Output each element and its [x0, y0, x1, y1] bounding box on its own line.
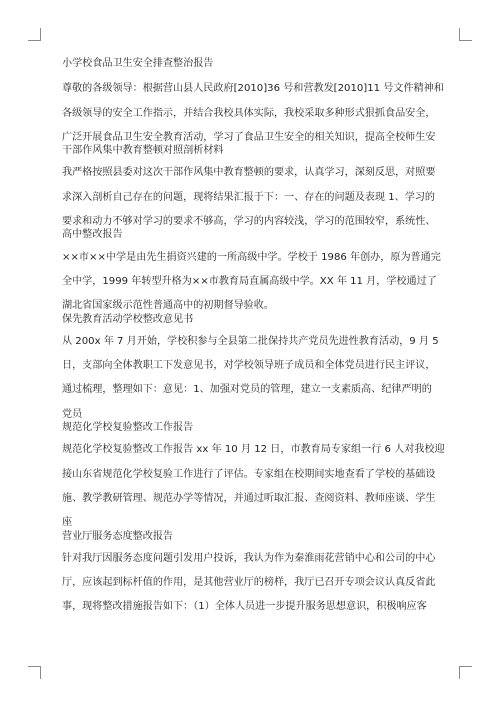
- section-title: 干部作风集中教育整顿对照剖析材料: [62, 145, 224, 157]
- paragraph-line: 要求和动力不够对学习的要求不够高，学习的内容较浅，学习的范围较窄，系统性、: [62, 216, 436, 228]
- paragraph-line: 湖北省国家级示范性普通高中的初期督导验收。: [62, 300, 274, 312]
- section-title: 营业厅服务态度整改报告: [62, 530, 174, 542]
- paragraph-line: 党员: [62, 408, 83, 420]
- crop-mark-bottom-right: [459, 666, 472, 679]
- paragraph-line: 施、教学教研管理、规范办学等情况，并通过听取汇报、查阅资料、教师座谈、学生: [62, 492, 436, 504]
- section-paragraph: [62, 83, 442, 143]
- section-3: [62, 229, 442, 311]
- section-title: 规范化学校复验整改工作报告: [62, 422, 194, 434]
- document-content: [62, 58, 445, 613]
- section-title: 高中整改报告: [62, 229, 123, 241]
- paragraph-line: 通过梳理，整理如下：意见：1、加强对党员的管理，建立一支素质高、纪律严明的: [62, 384, 432, 396]
- paragraph-line: 接山东省规范化学校复验工作进行了评估。专家组在校期间实地查看了学校的基础设: [62, 468, 436, 480]
- paragraph-line: 从 200x 年 7 月开始，学校积参与全县第二批保持共产党员先进性教育活动，9 月 5: [62, 335, 439, 347]
- section-1: [62, 58, 442, 143]
- paragraph-line: 求深入剖析自己存在的问题，现将结果汇报于下：一、存在的问题及表现 1、学习的: [62, 191, 436, 203]
- section-paragraph: [62, 444, 445, 529]
- crop-mark-bottom-left: [28, 666, 41, 679]
- paragraph-line: 我严格按照县委对这次干部作风集中教育整顿的要求，认真学习，深刻反思，对照要: [62, 167, 436, 179]
- paragraph-line: 事，现将整改措施报告如下：（1）全体人员进一步提升服务思想意识，积极响应客: [62, 601, 427, 613]
- section-paragraph: [62, 336, 442, 420]
- section-6: [62, 531, 442, 613]
- paragraph-line: 广泛开展食品卫生安全教育活动，学习了食品卫生安全的相关知识，提高全校师生安: [62, 131, 436, 143]
- paragraph-line: 规范化学校复验整改工作报告 xx 年 10 月 12 日，市教育局专家组一行 6 人对我校迎: [62, 444, 445, 456]
- paragraph-line: 日，支部向全体教职工下发意见书，对学校领导班子成员和全体党员进行民主评议，: [62, 360, 436, 372]
- section-paragraph: [62, 252, 442, 312]
- paragraph-line: 全中学，1999 年转型升格为××市教育局直属高级中学。XX 年 11 月，学校通过了: [62, 275, 437, 287]
- paragraph-line: ××市××中学是由先生捐资兴建的一所高级中学。学校于 1986 年创办，原为普通完: [62, 251, 441, 263]
- crop-mark-top-left: [28, 28, 41, 41]
- section-paragraph: [62, 167, 442, 227]
- section-paragraph: [62, 553, 442, 613]
- paragraph-line: 各级领导的安全工作指示，并结合我校具体实际，我校采取多种形式狠抓食品安全，: [62, 107, 436, 119]
- paragraph-line: 座: [62, 517, 73, 529]
- section-5: [62, 422, 445, 529]
- section-4: [62, 314, 442, 420]
- section-2: [62, 145, 442, 227]
- section-title: 保先教育活动学校整改意见书: [62, 313, 194, 325]
- paragraph-line: 尊敬的各级领导：根据营山县人民政府[2010]36 号和营教发[2010]11 号文件精神和: [62, 83, 444, 95]
- paragraph-line: 厅，应该起到标杆值的作用，是其他营业厅的榜样，我厅已召开专项会议认真反省此: [62, 577, 436, 589]
- crop-mark-top-right: [459, 28, 472, 41]
- section-title: 小学校食品卫生安全排查整治报告: [62, 58, 214, 69]
- paragraph-line: 针对我厅因服务态度问题引发用户投诉，我认为作为秦淮雨花营销中心和公司的中心: [62, 552, 436, 564]
